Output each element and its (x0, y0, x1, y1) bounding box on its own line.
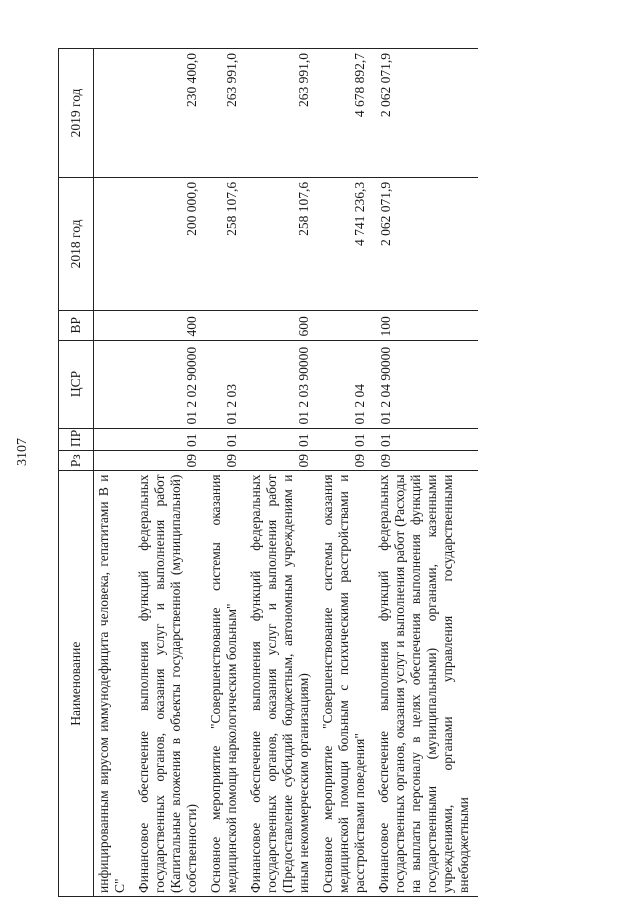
header-vr: ВР (59, 310, 94, 340)
page-number: 3107 (15, 438, 30, 466)
row-pr: 01 (206, 428, 246, 451)
header-2018: 2018 год (59, 177, 94, 310)
table-row (206, 49, 246, 897)
row-2018: 258 107,6 (206, 177, 246, 310)
row-name: Финансовое обеспечение выполнения функций федеральных государственных органов, оказания услуг и выполнения работ (Расходы на выплаты персоналу в целях обеспечения выполнения функций государственными (муниципальными) органами, казенными учреждениями, органами управления государственными внебюджетными (374, 471, 478, 897)
row-rz: 09 (318, 451, 374, 471)
table-row (94, 49, 135, 897)
header-pr: ПР (59, 428, 94, 451)
row-2019: 4 678 892,7 (318, 49, 374, 178)
row-rz: 09 (206, 451, 246, 471)
budget-table (58, 48, 478, 897)
row-2019: 2 062 071,9 (374, 49, 478, 178)
row-2018: 200 000,0 (134, 177, 206, 310)
table-row (374, 49, 478, 897)
row-vr (94, 310, 135, 340)
row-name: инфицированным вирусом иммунодефицита человека, гепатитами В и С" (94, 471, 135, 897)
row-vr (318, 310, 374, 340)
row-2019: 263 991,0 (206, 49, 246, 178)
header-rz: Рз (59, 451, 94, 471)
row-2018: 4 741 236,3 (318, 177, 374, 310)
table-row (246, 49, 318, 897)
row-vr: 100 (374, 310, 478, 340)
row-2018: 2 062 071,9 (374, 177, 478, 310)
row-2018: 258 107,6 (246, 177, 318, 310)
row-vr: 400 (134, 310, 206, 340)
row-pr: 01 (134, 428, 206, 451)
row-csr: 01 2 04 90000 (374, 340, 478, 428)
row-2018 (94, 177, 135, 310)
table-row (134, 49, 206, 897)
row-name: Финансовое обеспечение выполнения функций федеральных государственных органов, оказания услуг и выполнения работ (Капитальные вложения в объекты государственной (муниципальной) собственности) (134, 471, 206, 897)
row-vr: 600 (246, 310, 318, 340)
row-vr (206, 310, 246, 340)
row-2019 (94, 49, 135, 178)
row-csr: 01 2 03 (206, 340, 246, 428)
row-pr: 01 (318, 428, 374, 451)
row-rz: 09 (134, 451, 206, 471)
row-csr (94, 340, 135, 428)
row-name: Финансовое обеспечение выполнения функций федеральных государственных органов, оказания услуг и выполнения работ (Предоставление субсидий бюджетным, автономным учреждениям и иным некоммерческим организациям) (246, 471, 318, 897)
header-2019: 2019 год (59, 49, 94, 178)
row-pr (94, 428, 135, 451)
table-row (318, 49, 374, 897)
row-csr: 01 2 03 90000 (246, 340, 318, 428)
row-csr: 01 2 02 90000 (134, 340, 206, 428)
table-header (59, 49, 94, 897)
row-name: Основное мероприятие "Совершенствование системы оказания медицинской помощи больным с психическими расстройствами и расстройствами поведения" (318, 471, 374, 897)
row-pr: 01 (246, 428, 318, 451)
header-csr: ЦСР (59, 340, 94, 428)
row-rz (94, 451, 135, 471)
row-name: Основное мероприятие "Совершенствование системы оказания медицинской помощи наркологическим больным" (206, 471, 246, 897)
row-pr: 01 (374, 428, 478, 451)
row-csr: 01 2 04 (318, 340, 374, 428)
row-rz: 09 (246, 451, 318, 471)
row-2019: 230 400,0 (134, 49, 206, 178)
row-2019: 263 991,0 (246, 49, 318, 178)
row-rz: 09 (374, 451, 478, 471)
header-name: Наименование (59, 471, 94, 897)
